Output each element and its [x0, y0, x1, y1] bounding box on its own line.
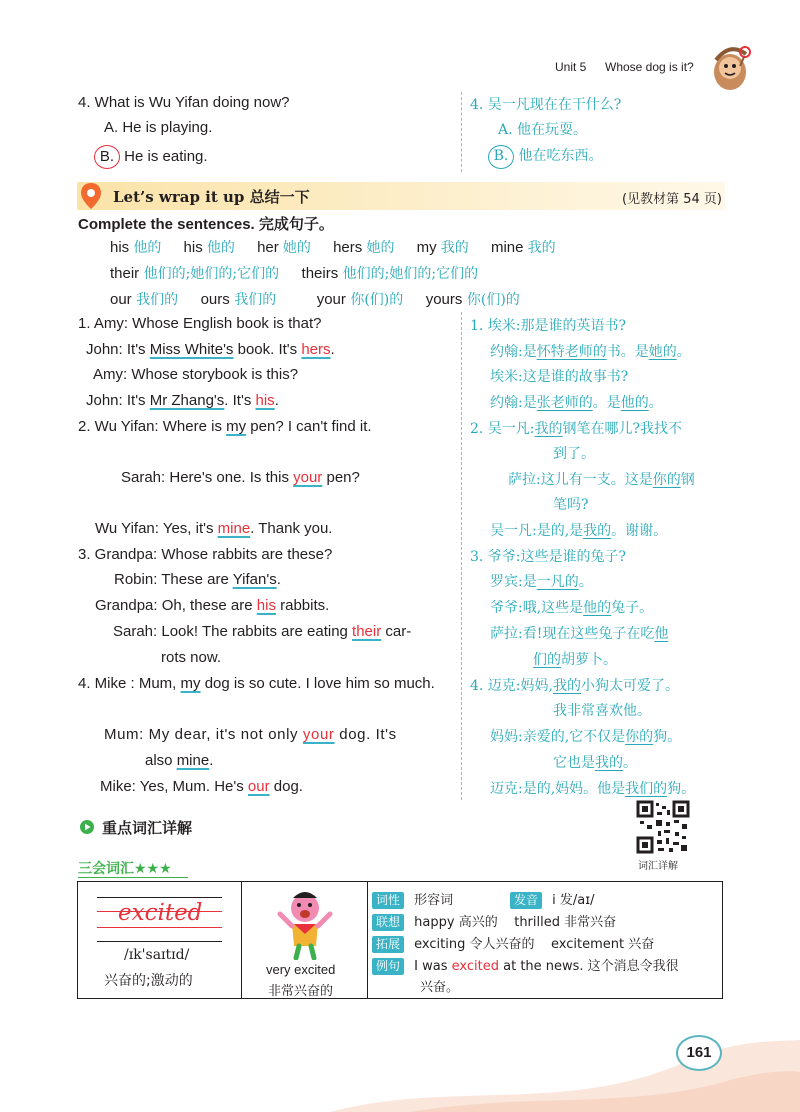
tag-part-of-speech: 词性 — [372, 892, 404, 909]
d4-cn3: 妈妈:亲爱的,它不仅是你的狗。 — [490, 729, 682, 745]
d2-line1: 2. Wu Yifan: Where is my pen? I can't find it. — [78, 418, 372, 435]
d4-cn2: 我非常喜欢他。 — [553, 703, 651, 719]
d3-cn5: 们的胡萝卜。 — [533, 652, 617, 668]
d3-cn3: 爷爷:哦,这些是他的兔子。 — [490, 600, 654, 616]
pronoun-cn: 他们的;她们的;它们的 — [143, 266, 280, 282]
pronoun-en: my — [416, 239, 437, 256]
pronoun-cn: 她的 — [282, 240, 311, 256]
detail-association: 联想 happy 高兴的 thrilled 非常兴奋 — [372, 911, 616, 931]
pronoun-en: his — [110, 239, 130, 256]
d3-line5: rots now. — [161, 649, 222, 666]
guide-line — [97, 897, 222, 898]
pronoun-en: your — [316, 291, 346, 308]
pronoun-en: hers — [333, 239, 363, 256]
d4-line2: Mum: My dear, it's not only your dog. It's — [104, 726, 397, 743]
mascot-icon — [708, 40, 754, 92]
d2-cn2: 萨拉:这儿有一支。这是你的钢 — [508, 472, 695, 488]
header-title: Whose dog is it? — [605, 60, 694, 74]
vocab-section-title: 重点词汇详解 — [102, 819, 193, 837]
pronoun-cn: 他们的;她们的;它们的 — [342, 266, 479, 282]
d1-line4: John: It's Mr Zhang's. It's his. — [86, 392, 279, 409]
pronoun-cn: 你(们)的 — [350, 292, 404, 308]
vocab-phonetic: /ɪk'saɪtɪd/ — [124, 947, 190, 963]
d4-line3: also mine. — [145, 752, 214, 769]
d4-cn1: 4. 迈克:妈妈,我的小狗太可爱了。 — [470, 678, 679, 694]
q4-option-a: A. He is playing. — [104, 119, 213, 136]
complete-instruction: Complete the sentences. 完成句子。 — [78, 216, 334, 233]
header-unit: Unit 5 — [555, 60, 587, 74]
tag-association: 联想 — [372, 914, 404, 931]
d3-line4: Sarah: Look! The rabbits are eating their car- — [113, 623, 412, 640]
column-divider — [461, 92, 462, 172]
qr-caption: 词汇详解 — [638, 861, 678, 872]
pronoun-en: her — [257, 239, 279, 256]
pronoun-en: our — [110, 291, 132, 308]
detail-pos: 词性 形容词 — [372, 889, 453, 909]
answer-circle: B. — [94, 145, 120, 169]
vocab-level-label: 三会词汇★★★ — [78, 861, 172, 877]
pronoun-cn: 我们的 — [136, 292, 179, 308]
q4-cn-option-b-text: 他在吃东西。 — [518, 148, 603, 164]
d2-cn1: 2. 吴一凡:我的钢笔在哪儿?我找不 — [470, 421, 683, 437]
pronoun-cn: 我们的 — [234, 292, 277, 308]
detail-example-cont: 兴奋。 — [420, 980, 460, 995]
detail-extension: 拓展 exciting 令人兴奋的 excitement 兴奋 — [372, 933, 654, 953]
detail-example: 例句 I was excited at the news. 这个消息令我很 — [372, 955, 679, 975]
pronoun-cn: 他的 — [133, 240, 162, 256]
vocab-word: excited — [118, 900, 203, 926]
page-number: 161 — [676, 1035, 722, 1071]
d2-cn3: 吴一凡:是的,是我的。谢谢。 — [490, 523, 668, 539]
d1-line3: Amy: Whose storybook is this? — [93, 366, 299, 383]
level-underline — [78, 877, 188, 878]
play-circle-icon — [79, 819, 95, 835]
image-caption-en: very excited — [266, 962, 336, 977]
q4-question: 4. What is Wu Yifan doing now? — [78, 94, 290, 111]
pronoun-en: their — [110, 265, 140, 282]
banner-reference: (见教材第 54 页) — [622, 192, 722, 207]
qr-code-icon[interactable] — [636, 800, 690, 854]
d2-cn1-cont: 到了。 — [553, 446, 595, 462]
excited-kid-icon — [272, 888, 338, 960]
d3-line3: Grandpa: Oh, these are his rabbits. — [95, 597, 330, 614]
q4-cn-option-b — [488, 145, 602, 169]
pronoun-en: mine — [490, 239, 524, 256]
decorative-wave — [330, 1020, 800, 1112]
answer-circle-cn: B. — [488, 145, 514, 169]
pronoun-row-3 — [110, 289, 520, 309]
d3-cn2: 罗宾:是一凡的。 — [490, 574, 593, 590]
d3-cn4: 萨拉:看!现在这些兔子在吃他 — [490, 626, 669, 642]
d4-cn4: 它也是我的。 — [553, 755, 637, 771]
d2-cn2-cont: 笔吗? — [553, 497, 589, 513]
pronoun-row-1 — [110, 237, 556, 257]
pronoun-cn: 他的 — [206, 240, 235, 256]
pronoun-en: theirs — [301, 265, 339, 282]
q4-option-b — [94, 145, 208, 169]
d3-line1: 3. Grandpa: Whose rabbits are these? — [78, 546, 333, 563]
guide-line — [97, 927, 222, 928]
column-divider — [461, 312, 462, 800]
pronoun-en: ours — [200, 291, 230, 308]
pronoun-cn: 你(们)的 — [466, 292, 520, 308]
q4-cn-question: 4. 吴一凡现在在干什么? — [470, 97, 622, 113]
image-caption-cn: 非常兴奋的 — [268, 984, 334, 999]
guide-line — [97, 941, 222, 942]
d1-cn1: 1. 埃米:那是谁的英语书? — [470, 318, 627, 334]
d2-line2: Sarah: Here's one. Is this your pen? — [121, 469, 360, 486]
d3-line2: Robin: These are Yifan's. — [114, 571, 281, 588]
d1-line1: 1. Amy: Whose English book is that? — [78, 315, 322, 332]
d1-line2: John: It's Miss White's book. It's hers. — [86, 341, 335, 358]
pronoun-en: yours — [425, 291, 463, 308]
vocab-meaning: 兴奋的;激动的 — [104, 973, 193, 989]
q4-cn-option-a: A. 他在玩耍。 — [498, 122, 588, 138]
banner-title: Let’s wrap it up 总结一下 — [113, 188, 310, 206]
location-pin-icon — [79, 181, 103, 211]
q4-option-b-text: He is eating. — [124, 148, 208, 165]
d1-cn4: 约翰:是张老师的。是他的。 — [490, 395, 663, 411]
pronoun-en: his — [183, 239, 203, 256]
tag-extension: 拓展 — [372, 936, 404, 953]
d1-cn3: 埃米:这是谁的故事书? — [490, 369, 629, 385]
d1-cn2: 约翰:是怀特老师的书。是她的。 — [490, 344, 691, 360]
tag-example: 例句 — [372, 958, 404, 975]
pronoun-row-2 — [110, 263, 478, 283]
detail-pronunciation: 发音 i 发/aɪ/ — [510, 889, 594, 909]
pronoun-cn: 我的 — [527, 240, 556, 256]
tag-pronunciation: 发音 — [510, 892, 542, 909]
d4-line1: 4. Mike : Mum, my dog is so cute. I love him so much. — [78, 675, 435, 692]
pronoun-cn: 我的 — [440, 240, 469, 256]
pronoun-cn: 她的 — [366, 240, 395, 256]
d3-cn1: 3. 爷爷:这些是谁的兔子? — [470, 549, 627, 565]
d2-line3: Wu Yifan: Yes, it's mine. Thank you. — [95, 520, 333, 537]
d4-line4: Mike: Yes, Mum. He's our dog. — [100, 778, 303, 795]
d4-cn5: 迈克:是的,妈妈。他是我们的狗。 — [490, 781, 696, 797]
